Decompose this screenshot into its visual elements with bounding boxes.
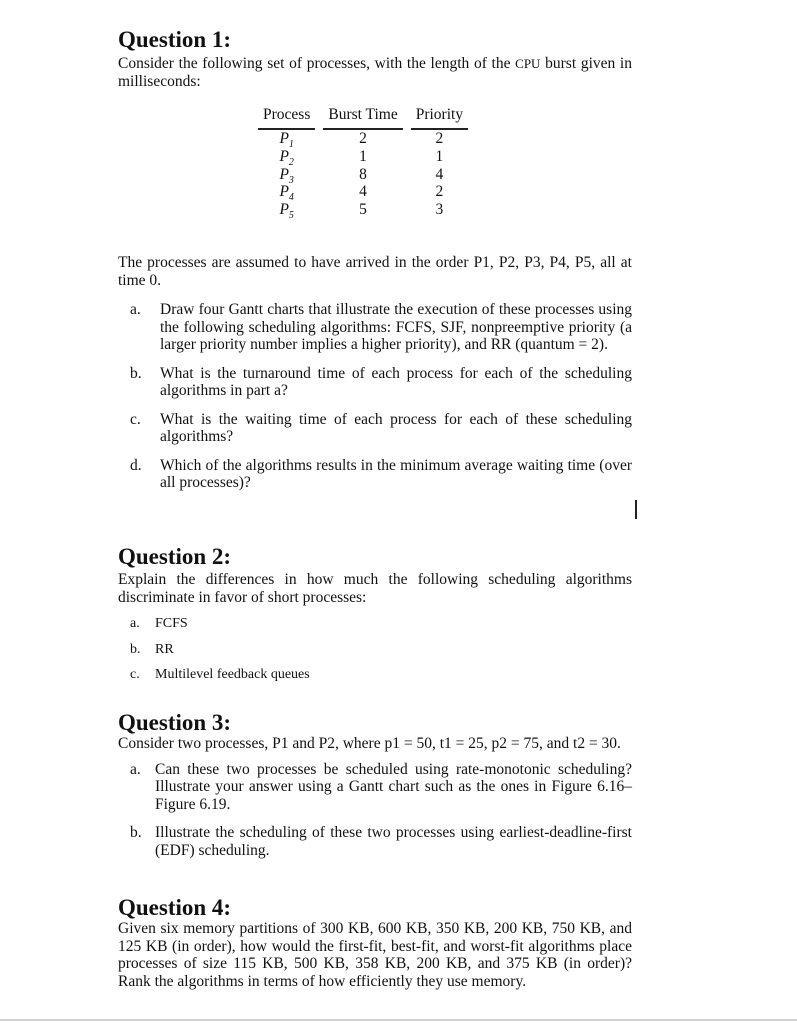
question-4 [118,896,632,990]
item-text: Draw four Gantt charts that illustrate the execution of these processes using the following scheduling algorithms: FCFS, SJF, nonpreemptive priority (a larger priority number implies a higher priority), and RR (quantum = 2). [160,301,632,353]
item-label: d. [130,456,142,474]
intro-cpu: CPU [515,56,541,71]
arrival-text: The processes are assumed to have arrived in the order P1, P2, P3, P4, P5, all at time 0. [118,254,632,289]
question-1-intro [118,55,632,90]
question-item [118,411,632,446]
process-table [258,106,468,222]
question-2-heading: Question 2: [118,544,232,569]
item-text: Illustrate the scheduling of these two processes using earliest-deadline-first (EDF) scheduling. [155,824,632,859]
question-2 [118,545,632,692]
item-label: b. [130,364,142,382]
question-3 [118,711,632,870]
question-4-heading: Question 4: [118,895,232,920]
question-item [118,615,632,633]
priority: 1 [435,147,444,165]
col-burst-time: Burst Time [323,106,402,129]
item-text: Which of the algorithms results in the minimum average waiting time (over all processes)? [160,456,632,491]
question-2-intro: Explain the differences in how much the following scheduling algorithms discriminate in favor of short processes: [118,571,632,606]
priority: 2 [435,130,444,147]
burst-time: 5 [359,201,367,219]
question-item [118,824,632,859]
process-name: $P_1$ [279,130,294,151]
priority: 3 [435,201,444,219]
process-row [258,166,468,184]
question-3-heading: Question 3: [118,710,232,735]
item-text: Can these two processes be scheduled using rate-monotonic scheduling? Illustrate your answer using a Gantt chart such as the ones in Figure 6.16–Figure 6.19. [155,760,632,813]
item-text: Multilevel feedback queues [155,667,310,682]
item-label: a. [130,760,141,778]
question-item [118,301,632,354]
item-label: a. [130,616,140,631]
burst-time: 1 [359,147,367,165]
question-item [118,666,632,684]
process-name: $P_4$ [279,183,294,204]
process-row [258,201,468,219]
item-text: What is the turnaround time of each process for each of the scheduling algorithms in part a? [160,364,632,399]
process-name: $P_5$ [279,201,294,222]
question-1-body [118,254,632,503]
text-cursor [635,500,637,519]
process-row [258,183,468,201]
burst-time: 4 [359,183,367,201]
item-label: a. [130,301,141,318]
question-item [118,457,632,492]
process-name: $P_2$ [279,147,294,168]
question-item [118,365,632,400]
item-text: What is the waiting time of each process for each of these scheduling algorithms? [160,410,632,445]
question-3-intro: Consider two processes, P1 and P2, where p1 = 50, t1 = 25, p2 = 75, and t2 = 30. [118,735,621,752]
question-item [118,761,632,814]
item-text: FCFS [155,616,188,631]
question-1-heading: Question 1: [118,27,232,52]
col-priority: Priority [411,106,468,129]
intro-text: Consider the following set of processes, with the length of the [118,55,516,72]
process-name: $P_3$ [279,165,294,186]
item-label: c. [130,667,140,682]
question-4-text: Given six memory partitions of 300 KB, 600 KB, 350 KB, 200 KB, 750 KB, and 125 KB (in order), how would the first-fit, best-fit, and worst-fit algorithms place processes of size 115 KB, 500 KB, 358 KB, 200 KB, and 375 KB (in order)? Rank the algorithms in terms of how efficiently they use memory. [118,920,632,990]
process-row [258,129,468,148]
item-label: b. [130,641,141,657]
item-label: b. [130,824,142,841]
col-process: Process [258,106,315,129]
item-label: c. [130,410,141,428]
item-text: RR [155,641,174,657]
question-1 [118,28,632,90]
priority: 4 [435,165,444,183]
intro-text-end: burst given in milliseconds: [118,55,632,90]
page-bottom-divider [0,1019,797,1021]
priority: 2 [435,183,444,201]
burst-time: 8 [359,165,367,183]
burst-time: 2 [359,130,367,147]
question-item [118,641,632,659]
process-row [258,148,468,166]
